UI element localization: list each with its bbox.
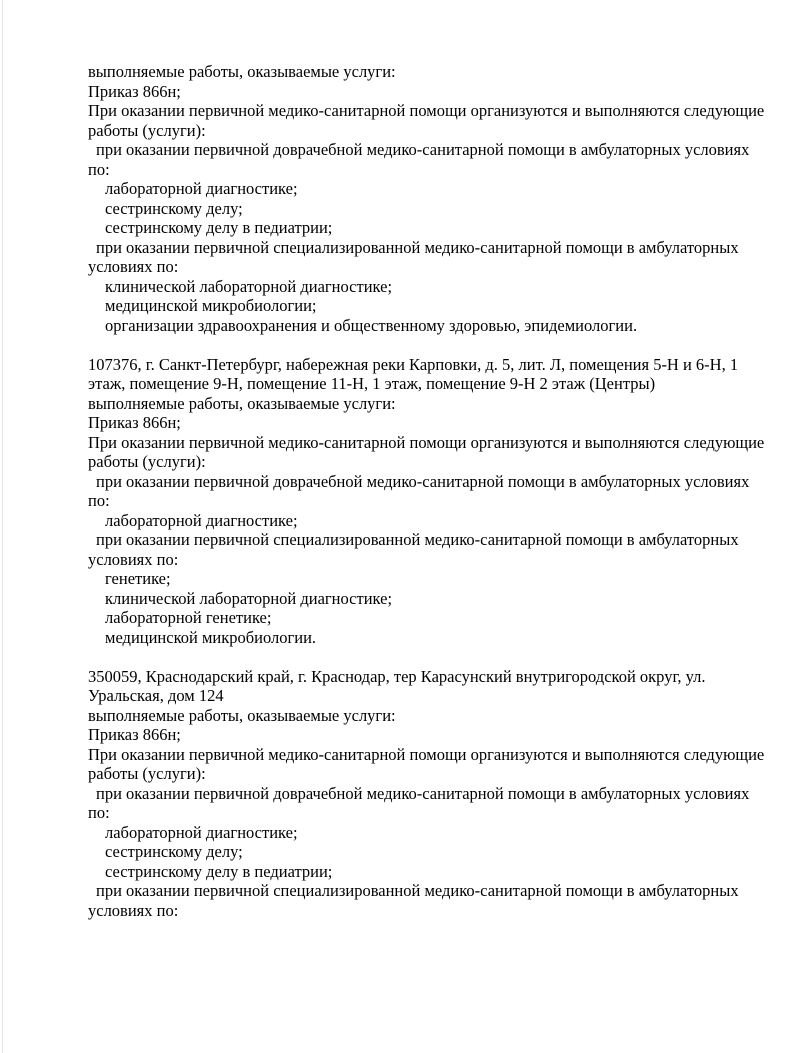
text-line: по:: [88, 159, 110, 179]
text-line: при оказании первичной специализированной медико-санитарной помощи в амбулаторных: [96, 881, 739, 900]
page-left-edge-line: [2, 0, 3, 1053]
text-line: медицинской микробиологии;: [105, 296, 317, 315]
text-line: Уральская, дом 124: [88, 686, 224, 705]
text-line: по:: [88, 491, 110, 510]
text-line: выполняемые работы, оказываемые услуги:: [88, 62, 396, 81]
text-line: при оказании первичной доврачебной медико-санитарной помощи в амбулаторных условиях: [96, 783, 750, 803]
text-line: работы (услуги):: [88, 452, 206, 471]
text-line: клинической лабораторной диагностике;: [105, 276, 393, 296]
text-line: по:: [88, 803, 110, 822]
text-line: Приказ 866н;: [88, 725, 181, 744]
text-line: при оказании первичной доврачебной медико-санитарной помощи в амбулаторных условиях: [96, 140, 750, 159]
license-section-1: [88, 62, 765, 335]
text-line: условиях по:: [88, 257, 179, 276]
text-line: при оказании первичной специализированной медико-санитарной помощи в амбулаторных: [96, 237, 739, 257]
text-line: организации здравоохранения и общественному здоровью, эпидемиологии.: [105, 315, 638, 335]
text-line: лабораторной диагностике;: [105, 822, 298, 842]
text-line: этаж, помещение 9-Н, помещение 11-Н, 1 этаж, помещение 9-Н 2 этаж (Центры): [88, 374, 656, 393]
text-line: условиях по:: [88, 900, 179, 920]
text-line: 107376, г. Санкт-Петербург, набережная реки Карповки, д. 5, лит. Л, помещения 5-Н и 6-Н, 1: [88, 354, 739, 374]
text-line: При оказании первичной медико-санитарной помощи организуются и выполняются следующие: [88, 744, 765, 764]
text-line: выполняемые работы, оказываемые услуги:: [88, 705, 396, 725]
text-line: При оказании первичной медико-санитарной помощи организуются и выполняются следующие: [88, 101, 765, 120]
text-line: клинической лабораторной диагностике;: [105, 588, 393, 608]
text-line: при оказании первичной доврачебной медико-санитарной помощи в амбулаторных условиях: [96, 471, 750, 491]
text-line: условиях по:: [88, 549, 179, 569]
text-line: работы (услуги):: [88, 120, 206, 140]
text-line: медицинской микробиологии.: [105, 627, 317, 647]
text-line: лабораторной генетике;: [105, 608, 272, 627]
text-line: При оказании первичной медико-санитарной помощи организуются и выполняются следующие: [88, 432, 765, 452]
text-line: выполняемые работы, оказываемые услуги:: [88, 393, 396, 413]
text-line: сестринскому делу;: [105, 842, 243, 861]
license-section-2: [88, 354, 765, 648]
text-line: при оказании первичной специализированной медико-санитарной помощи в амбулаторных: [96, 530, 739, 549]
text-line: работы (услуги):: [88, 764, 206, 783]
text-line: сестринскому делу;: [105, 198, 243, 218]
text-line: 350059, Краснодарский край, г. Краснодар, тер Карасунский внутригородской округ, ул.: [88, 666, 706, 686]
text-line: лабораторной диагностике;: [105, 179, 298, 198]
text-line: генетике;: [105, 569, 171, 588]
text-line: Приказ 866н;: [88, 81, 181, 101]
text-line: сестринскому делу в педиатрии;: [105, 861, 333, 881]
text-line: лабораторной диагностике;: [105, 510, 298, 530]
text-line: Приказ 866н;: [88, 413, 181, 432]
text-line: сестринскому делу в педиатрии;: [105, 218, 333, 237]
license-section-3: [88, 666, 765, 921]
